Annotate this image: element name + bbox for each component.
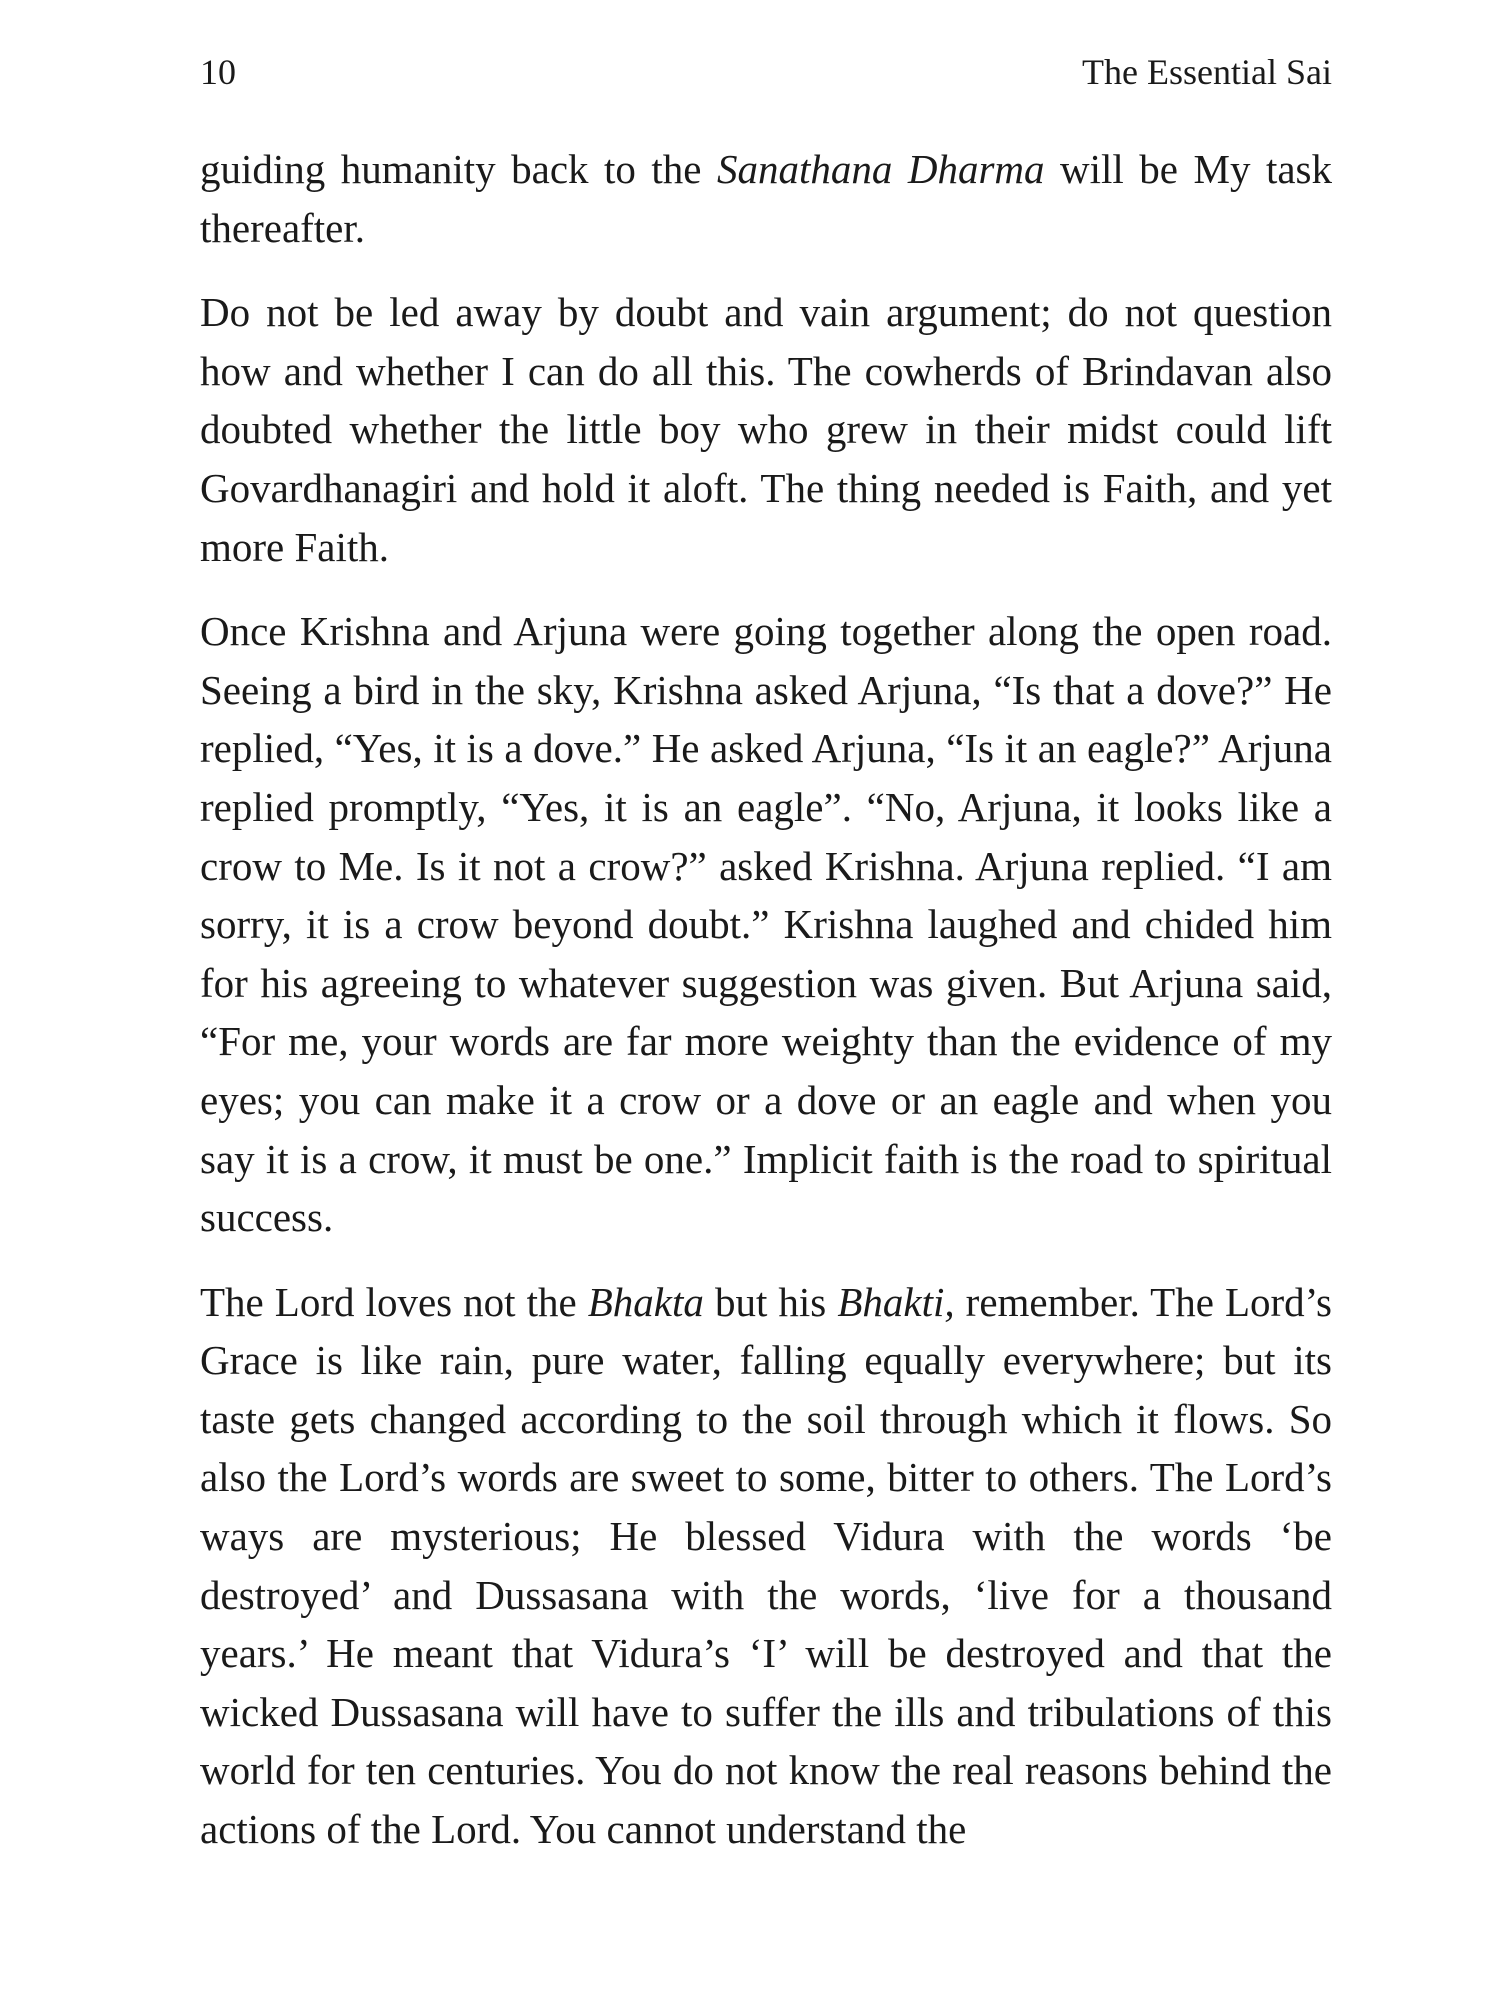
text-segment: The Lord loves not the [200, 1278, 588, 1325]
paragraph-4 [200, 1273, 1332, 1859]
text-segment: remember. The Lord’s Grace is like rain, pure water, falling equally everywhere; but its taste gets changed according to the soil through which it flows. So also the Lord’s words are sweet to some, bitter to others. The Lord’s ways are mysterious; He blessed Vidura with the words ‘be destroyed’ and Dussasana with the words, ‘live for a thousand years.’ He meant that Vidura’s ‘I’ will be destroyed and that the wicked Dussasana will have to suffer the ills and tribulations of this world for ten centuries. You do not know the real reasons behind the actions of the Lord. You cannot understand the [200, 1278, 1332, 1853]
body-text [200, 140, 1332, 1859]
paragraph-1 [200, 140, 1332, 257]
text-segment: will be My task thereafter. [200, 146, 1332, 251]
text-segment-italic: Sanathana Dharma [716, 146, 1045, 192]
text-segment-italic: Bhakta [587, 1278, 704, 1325]
paragraph-3 [200, 602, 1332, 1247]
page-header [200, 42, 1332, 102]
text-segment-italic: Bhakti, [837, 1278, 955, 1325]
text-segment: Once Krishna and Arjuna were going together along the open road. Seeing a bird in the sky, Krishna asked Arjuna, “Is that a dove?” He replied, “Yes, it is a dove.” He asked Arjuna, “Is it an eagle?” Arjuna replied promptly, “Yes, it is an eagle”. “No, Arjuna, it looks like a crow to Me. Is it not a crow?” asked Krishna. Arjuna replied. “I am sorry, it is a crow beyond doubt.” Krishna laughed and chided him for his agreeing to whatever suggestion was given. But Arjuna said, “For me, your words are far more weighty than the evidence of my eyes; you can make it a crow or a dove or an eagle and when you say it is a crow, it must be one.” Implicit faith is the road to spiritual success. [200, 608, 1332, 1241]
running-title: The Essential Sai [1082, 52, 1332, 92]
text-segment: Do not be led away by doubt and vain argument; do not question how and whether I can do all this. The cowherds of Brindavan also doubted whether the little boy who grew in their midst could lift Govardhanagiri and hold it aloft. The thing needed is Faith, and yet more Faith. [200, 289, 1332, 570]
text-segment: but his [703, 1278, 838, 1325]
paragraph-2 [200, 283, 1332, 576]
text-segment: guiding humanity back to the [200, 146, 717, 192]
page-number: 10 [200, 52, 236, 92]
